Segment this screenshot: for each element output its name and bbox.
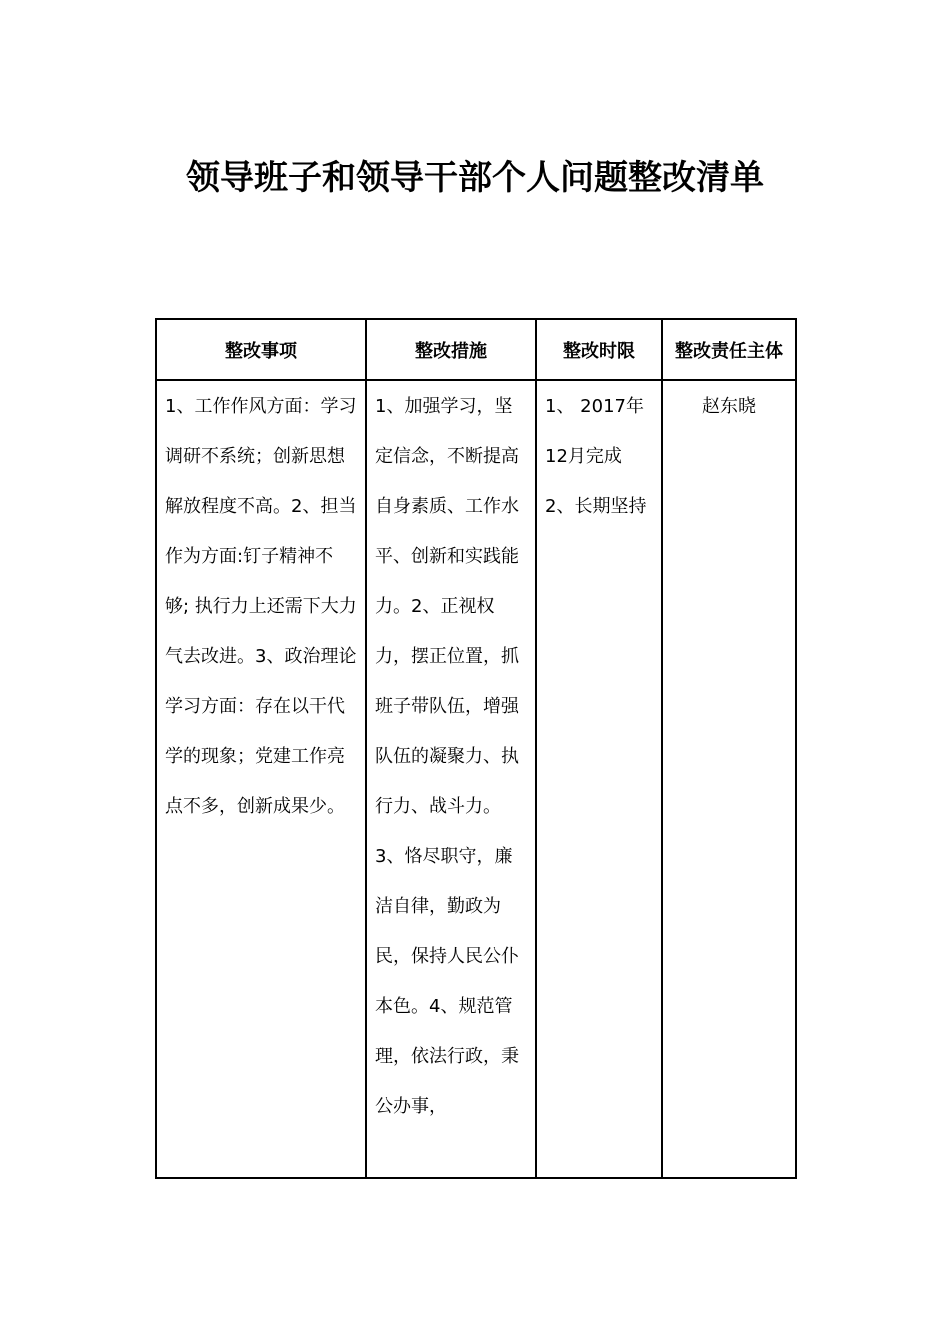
header-responsible-party: 整改责任主体 <box>662 319 796 380</box>
page-title: 领导班子和领导干部个人问题整改清单 <box>186 158 764 198</box>
rectification-item-text: 1、工作作风方面：学习调研不系统；创新思想解放程度不高。2、担当作为方面:钉子精神不够; 执行力上还需下大力气去改进。3、政治理论学习方面：存在以干代学的现象；党建工作亮点不多，创新成果少。 <box>165 396 357 817</box>
cell-rectification-deadline <box>536 380 662 1178</box>
rectification-measures-text: 1、加强学习，坚定信念，不断提高自身素质、工作水平、创新和实践能力。2、正视权力，摆正位置，抓班子带队伍，增强队伍的凝聚力、执行力、战斗力。3、恪尽职守，廉洁自律，勤政为民，保持人民公仆本色。4、规范管理，依法行政，秉公办事， <box>375 396 519 1117</box>
deadline-text-2: 2、长期坚持 <box>545 496 647 517</box>
deadline-text-1: 1、 2017年12月完成 <box>545 396 644 467</box>
header-rectification-measures: 整改措施 <box>366 319 536 380</box>
header-rectification-deadline: 整改时限 <box>536 319 662 380</box>
table-row <box>156 380 796 1178</box>
table-header-row <box>156 319 796 380</box>
cell-rectification-item <box>156 380 366 1178</box>
header-rectification-item: 整改事项 <box>156 319 366 380</box>
responsible-party-text: 赵东晓 <box>702 396 756 417</box>
rectification-table <box>155 318 797 1179</box>
cell-responsible-party <box>662 380 796 1178</box>
cell-rectification-measures <box>366 380 536 1178</box>
